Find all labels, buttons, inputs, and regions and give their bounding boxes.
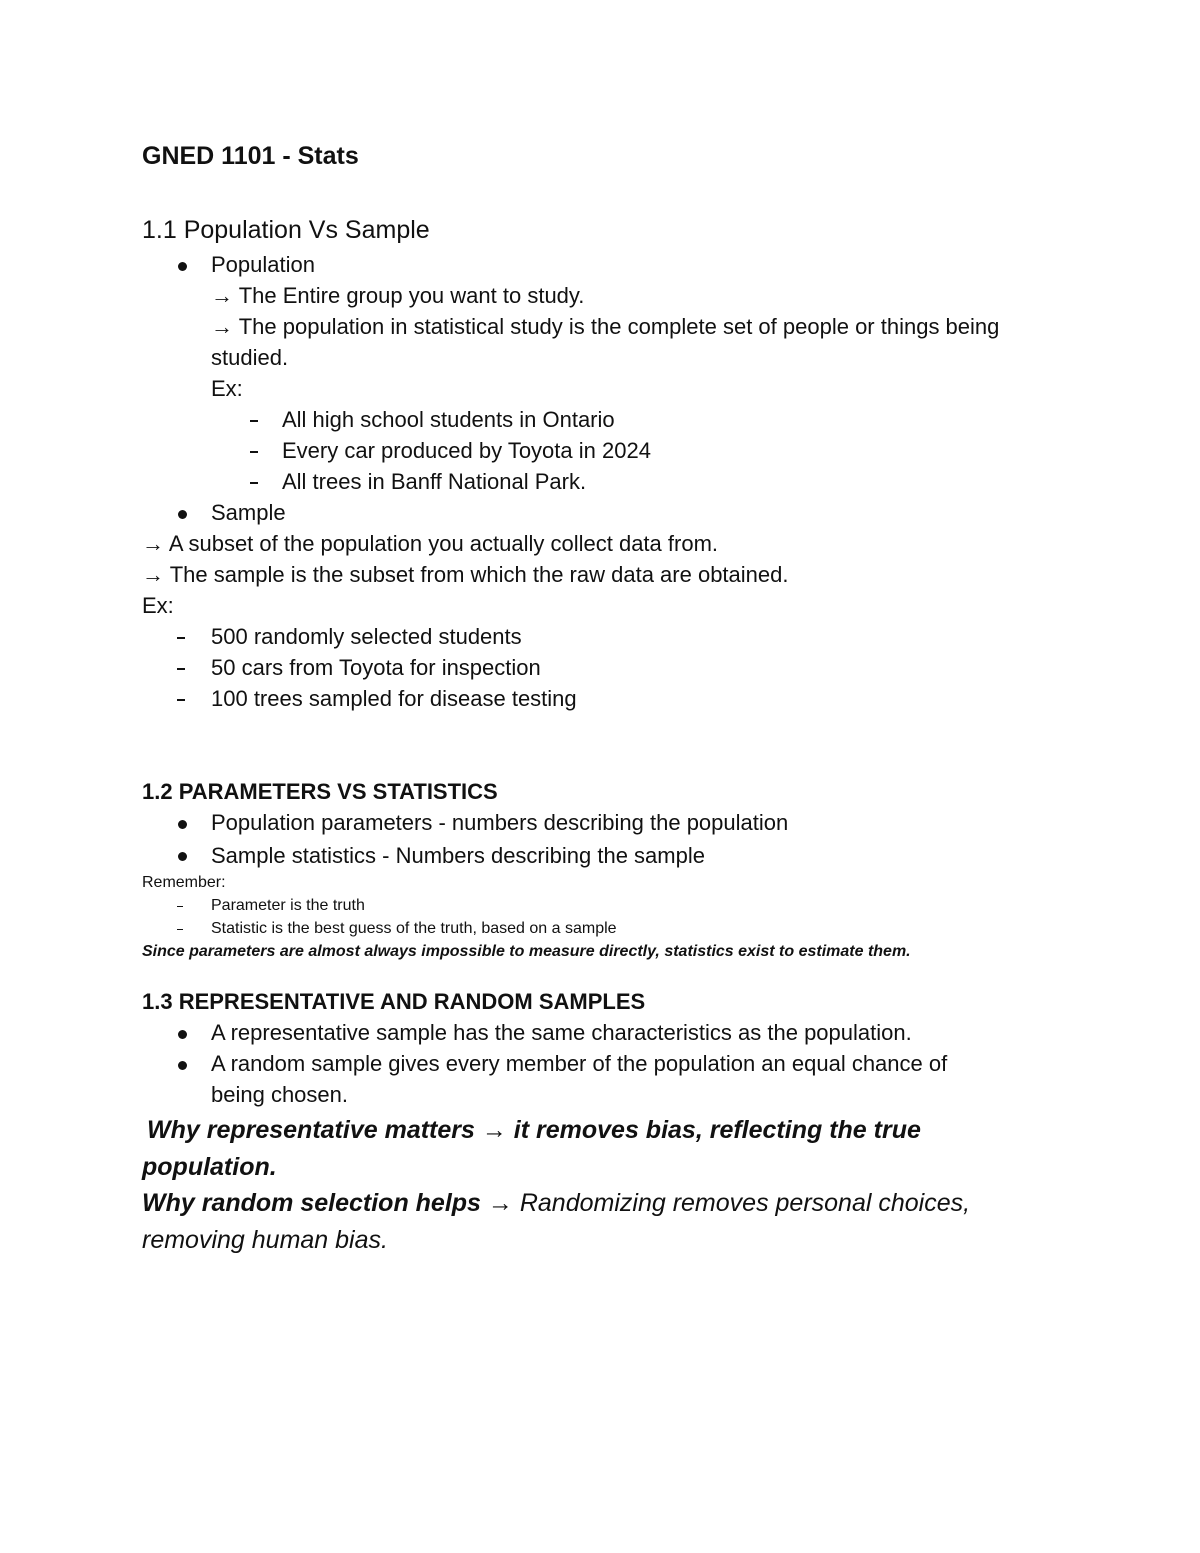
why-representative xyxy=(147,1114,921,1146)
bullet-icon xyxy=(178,262,187,271)
parameters-note: Since parameters are almost always impossible to measure directly, statistics exist to estimate them. xyxy=(142,943,911,960)
why-random-lead: Why random selection helps xyxy=(142,1189,481,1217)
population-definition-2-cont: studied. xyxy=(211,345,289,370)
dash-icon xyxy=(177,668,185,670)
dash-icon xyxy=(177,906,183,907)
population-example: All trees in Banff National Park. xyxy=(282,469,587,494)
dash-icon xyxy=(250,451,258,453)
statistics-bullet: Sample statistics - Numbers describing the sample xyxy=(211,843,705,868)
population-ex-label: Ex: xyxy=(211,376,243,401)
random-bullet-cont: being chosen. xyxy=(211,1082,348,1107)
bullet-icon xyxy=(178,852,187,861)
sample-label: Sample xyxy=(211,500,286,525)
sample-example: 100 trees sampled for disease testing xyxy=(211,686,577,711)
population-label: Population xyxy=(211,252,315,277)
why-representative-rest: → it removes bias, reflecting the true xyxy=(474,1116,921,1144)
population-example: All high school students in Ontario xyxy=(282,407,615,432)
section-3-heading: 1.3 REPRESENTATIVE AND RANDOM SAMPLES xyxy=(142,989,646,1014)
bullet-icon xyxy=(178,510,187,519)
remember-label: Remember: xyxy=(142,874,226,891)
why-representative-cont: population. xyxy=(142,1153,277,1181)
why-representative-lead: Why representative matters xyxy=(147,1116,475,1144)
dash-icon xyxy=(250,482,258,484)
sample-example: 50 cars from Toyota for inspection xyxy=(211,655,541,680)
remember-item: Parameter is the truth xyxy=(211,897,365,914)
population-definition-1: → The Entire group you want to study. xyxy=(211,283,585,308)
dash-icon xyxy=(250,420,258,422)
population-example: Every car produced by Toyota in 2024 xyxy=(282,438,651,463)
sample-ex-label: Ex: xyxy=(142,593,174,618)
sample-definition-2: → The sample is the subset from which the raw data are obtained. xyxy=(142,562,789,587)
document-title: GNED 1101 - Stats xyxy=(142,142,359,170)
why-random-cont: removing human bias. xyxy=(142,1226,388,1254)
random-bullet: A random sample gives every member of the population an equal chance of xyxy=(211,1051,948,1076)
bullet-icon xyxy=(178,1061,187,1070)
representative-bullet: A representative sample has the same characteristics as the population. xyxy=(211,1020,912,1045)
remember-item: Statistic is the best guess of the truth, based on a sample xyxy=(211,920,617,937)
sample-definition-1: → A subset of the population you actually collect data from. xyxy=(142,531,719,556)
why-random xyxy=(142,1187,970,1219)
parameters-bullet: Population parameters - numbers describing the population xyxy=(211,810,789,835)
bullet-icon xyxy=(178,820,187,829)
dash-icon xyxy=(177,929,183,930)
bullet-icon xyxy=(178,1030,187,1039)
section-1-heading: 1.1 Population Vs Sample xyxy=(142,216,430,244)
dash-icon xyxy=(177,637,185,639)
sample-example: 500 randomly selected students xyxy=(211,624,522,649)
section-2-heading: 1.2 PARAMETERS VS STATISTICS xyxy=(142,779,498,804)
dash-icon xyxy=(177,699,185,701)
why-random-rest: → Randomizing removes personal choices, xyxy=(480,1189,971,1217)
population-definition-2: → The population in statistical study is the complete set of people or things being xyxy=(211,314,1000,339)
